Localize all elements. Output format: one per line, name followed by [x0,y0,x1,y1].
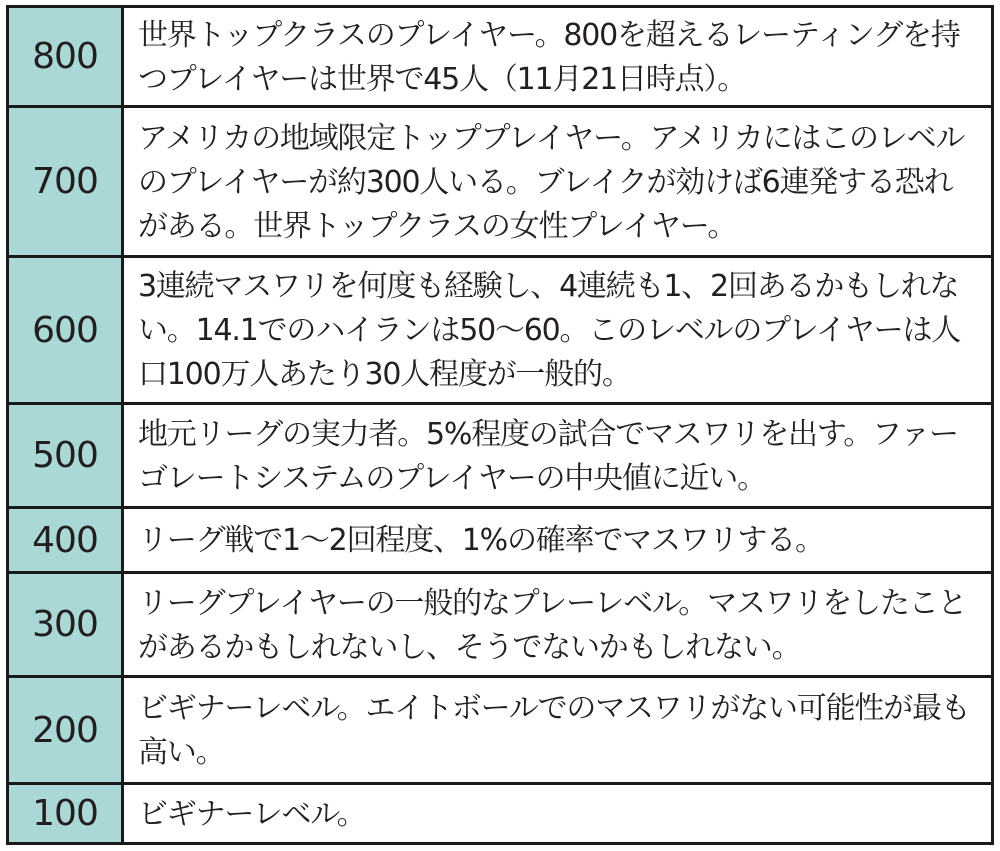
rating-level: 600 [9,258,124,402]
rating-description: 3連続マスワリを何度も経験し、4連続も1、2回あるかもしれない。14.1でのハイランは50〜60。このレベルのプレイヤーは人口100万人あたり30人程度が一般的。 [138,269,961,392]
table-row [9,509,991,574]
rating-level: 200 [9,678,124,782]
rating-description: 世界トップクラスのプレイヤー。800を超えるレーティングを持つプレイヤーは世界で45人（11月21日時点）。 [138,17,960,97]
table-row [9,574,991,678]
table-row [9,405,991,509]
rating-description: アメリカの地域限定トッププレイヤー。アメリカにはこのレベルのプレイヤーが約300人いる。ブレイクが効けば6連発する恐れがある。世界トップクラスの女性プレイヤー。 [138,120,965,244]
rating-level: 500 [9,405,124,506]
table-row [9,785,991,842]
rating-level: 100 [9,785,124,842]
rating-description: 地元リーグの実力者。5%程度の試合でマスワリを出す。ファーゴレートシステムのプレイヤーの中央値に近い。 [138,416,958,496]
rating-table [6,5,994,845]
rating-description: リーグプレイヤーの一般的なプレーレベル。マスワリをしたことがあるかもしれないし、そうでないかもしれない。 [138,585,967,665]
table-row [9,258,991,405]
rating-level: 800 [9,8,124,105]
table-row [9,8,991,108]
rating-description: ビギナーレベル。 [138,796,366,832]
rating-level: 300 [9,574,124,675]
rating-description: ビギナーレベル。エイトボールでのマスワリがない可能性が最も高い。 [138,691,970,770]
table-row [9,108,991,258]
table-row [9,678,991,785]
rating-level: 400 [9,509,124,571]
rating-description: リーグ戦で1〜2回程度、1%の確率でマスワリする。 [138,523,824,558]
rating-level: 700 [9,108,124,255]
